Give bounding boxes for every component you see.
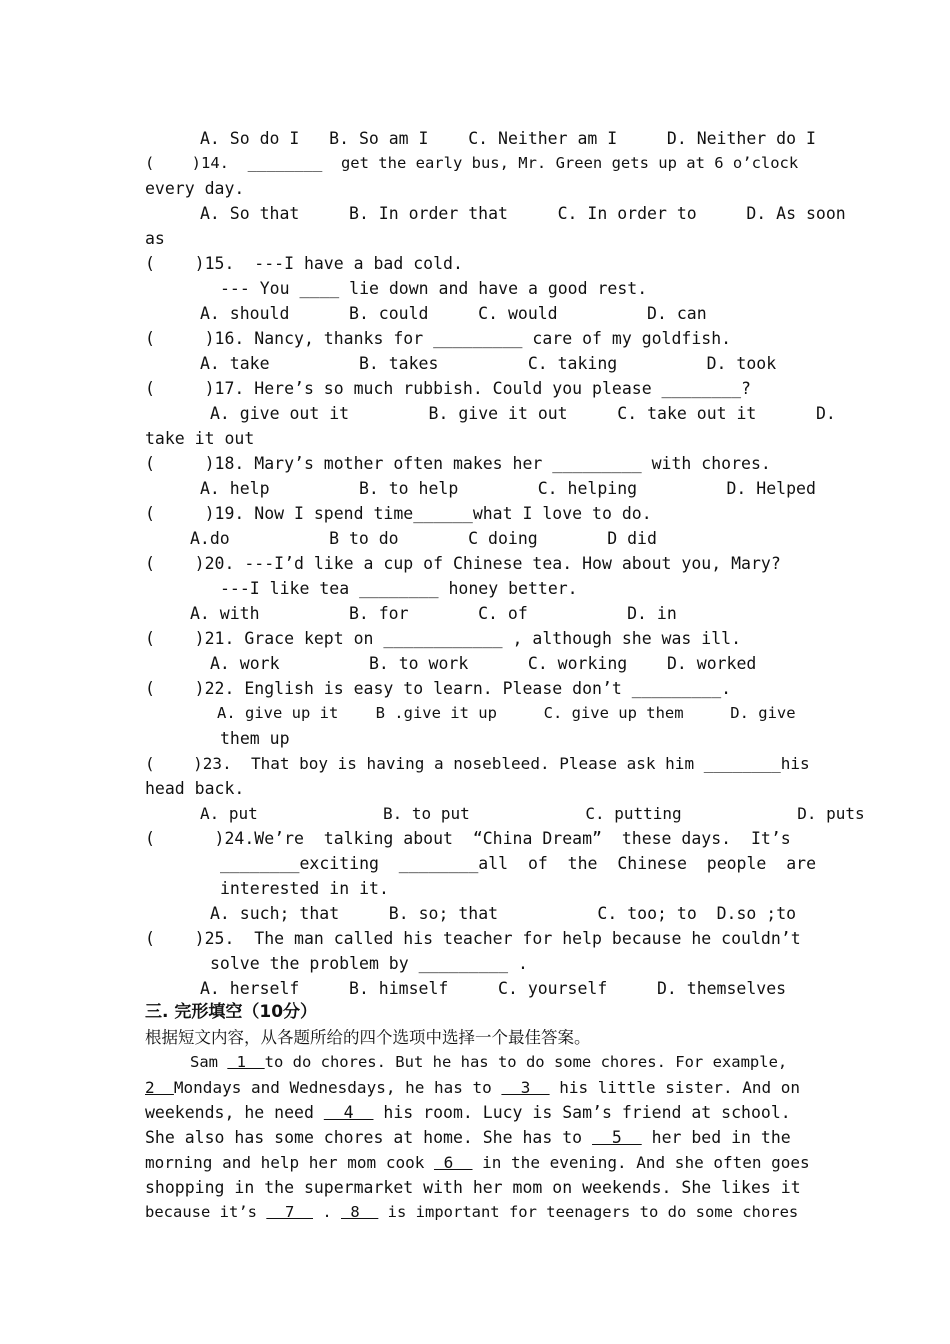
q23-stem-cont: head back. [145, 779, 245, 798]
passage-line-5: morning and help her mom cook 6 in the evening. And she often goes [145, 1153, 810, 1172]
q24-stem-cont2: interested in it. [220, 879, 389, 898]
q15-stem-cont: --- You ____ lie down and have a good rest. [220, 279, 648, 298]
q22-options-cont: them up [220, 729, 290, 748]
blank-7: 7 [266, 1203, 313, 1221]
q21-options: A. work B. to work C. working D. worked [210, 654, 757, 673]
q17-options: A. give out it B. give it out C. take out it D. [210, 404, 836, 423]
section-instruction: 根据短文内容，从各题所给的四个选项中选择一个最佳答案。 [145, 1028, 591, 1047]
q25-stem: ( )25. The man called his teacher for help because he couldn’t [145, 929, 801, 948]
passage-line-6: shopping in the supermarket with her mom on weekends. She likes it [145, 1178, 801, 1197]
q25-options: A. herself B. himself C. yourself D. themselves [200, 979, 787, 998]
q24-options: A. such; that B. so; that C. too; to D.so ;to [210, 904, 797, 923]
blank-3: 3 [501, 1078, 550, 1097]
q23-stem: ( )23. That boy is having a nosebleed. Please ask him ________his [145, 754, 810, 773]
q14-stem-cont: every day. [145, 179, 245, 198]
q22-options: A. give up it B .give it up C. give up them D. give [217, 704, 796, 722]
q22-stem: ( )22. English is easy to learn. Please don’t _________. [145, 679, 732, 698]
section-title: 三. 完形填空（10分） [145, 1002, 318, 1022]
q18-stem: ( )18. Mary’s mother often makes her _________ with chores. [145, 454, 771, 473]
q20-stem-cont: ---I like tea ________ honey better. [220, 579, 578, 598]
q19-stem: ( )19. Now I spend time______what I love to do. [145, 504, 652, 523]
q21-stem: ( )21. Grace kept on ____________ , although she was ill. [145, 629, 742, 648]
q25-stem-cont: solve the problem by _________ . [210, 954, 528, 973]
q20-options: A. with B. for C. of D. in [190, 604, 677, 623]
q17-stem: ( )17. Here’s so much rubbish. Could you please ________? [145, 379, 751, 398]
passage-line-2: 2 Mondays and Wednesdays, he has to 3 his little sister. And on [145, 1078, 801, 1097]
q16-options: A. take B. takes C. taking D. took [200, 354, 777, 373]
passage-line-3: weekends, he need 4 his room. Lucy is Sam’s friend at school. [145, 1103, 791, 1122]
q13-options: A. So do I B. So am I C. Neither am I D. Neither do I [200, 129, 816, 148]
q23-options: A. put B. to put C. putting D. puts [200, 804, 865, 823]
q19-options: A.do B to do C doing D did [190, 529, 657, 548]
q14-options-cont: as [145, 229, 165, 248]
passage-line-7: because it’s 7 . 8 is important for teenagers to do some chores [145, 1203, 799, 1221]
passage-line-4: She also has some chores at home. She has to 5 her bed in the [145, 1128, 791, 1147]
blank-4: 4 [323, 1103, 374, 1122]
q24-stem-cont: ________exciting ________all of the Chinese people are [220, 854, 817, 873]
q24-stem: ( )24.We’re talking about “China Dream” these days. It’s [145, 829, 791, 848]
q17-options-cont: take it out [145, 429, 255, 448]
blank-1: 1 [227, 1053, 265, 1071]
q18-options: A. help B. to help C. helping D. Helped [200, 479, 816, 498]
q15-stem: ( )15. ---I have a bad cold. [145, 254, 463, 273]
blank-8: 8 [341, 1203, 379, 1221]
q20-stem: ( )20. ---I’d like a cup of Chinese tea. How about you, Mary? [145, 554, 781, 573]
q16-stem: ( )16. Nancy, thanks for _________ care of my goldfish. [145, 329, 732, 348]
passage-line-1: Sam 1 to do chores. But he has to do some chores. For example, [190, 1053, 788, 1071]
q14-stem: ( )14. ________ get the early bus, Mr. Green gets up at 6 o’clock [145, 154, 799, 172]
blank-5: 5 [592, 1128, 642, 1147]
blank-2: 2 [145, 1078, 174, 1097]
q15-options: A. should B. could C. would D. can [200, 304, 707, 323]
q14-options: A. So that B. In order that C. In order to D. As soon [200, 204, 846, 223]
blank-6: 6 [433, 1153, 473, 1172]
